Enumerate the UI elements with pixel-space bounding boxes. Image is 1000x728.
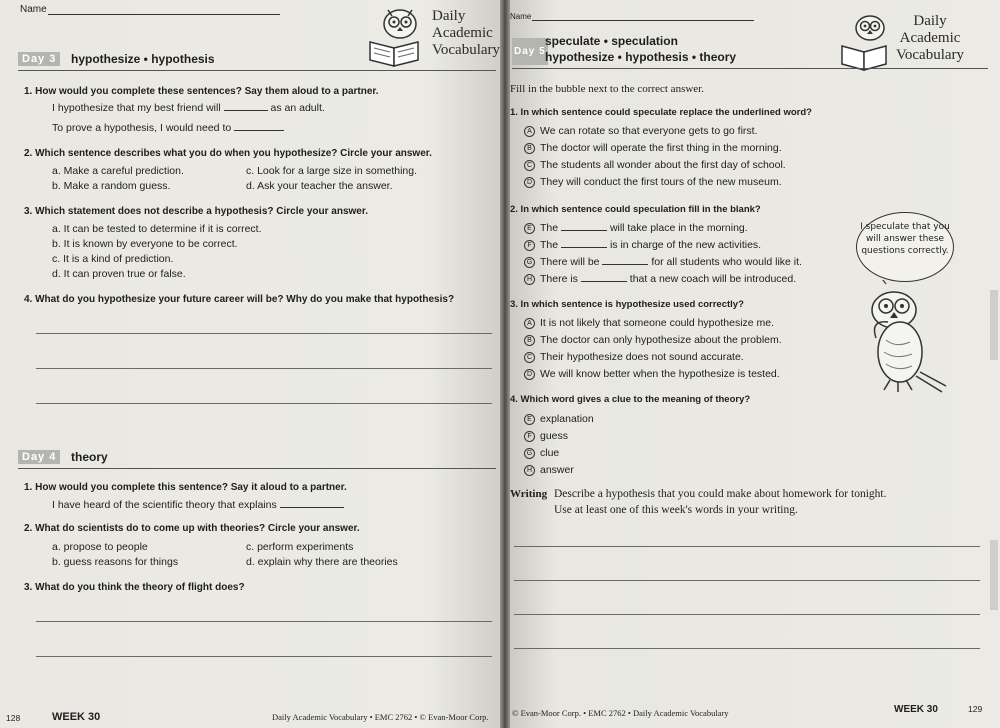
q3-option-c[interactable]: c. It is a kind of prediction. xyxy=(52,253,174,265)
answer-bubble[interactable]: E xyxy=(524,414,535,425)
q3-option-c[interactable] xyxy=(524,351,744,363)
day4-q1a-text: I have heard of the scientific theory that explains xyxy=(52,499,277,511)
q2-option-f-pre: The xyxy=(540,239,559,251)
name-label: Name xyxy=(20,4,47,15)
name-field[interactable] xyxy=(48,14,280,15)
q1a-suffix: as an adult. xyxy=(270,102,325,114)
q2-option-g-pre: There will be xyxy=(540,256,600,268)
answer-bubble[interactable]: B xyxy=(524,335,535,346)
day4-q2-option-b[interactable]: b. guess reasons for things xyxy=(52,556,179,568)
answer-blank xyxy=(561,247,607,248)
answer-bubble[interactable]: A xyxy=(524,318,535,329)
day4-q2-option-c[interactable]: c. perform experiments xyxy=(246,541,354,553)
answer-blank xyxy=(581,281,627,282)
day5-question-2: 2. In which sentence could speculation fill in the blank? xyxy=(510,204,761,215)
answer-bubble[interactable]: G xyxy=(524,257,535,268)
q3-option-b[interactable]: b. It is known by everyone to be correct. xyxy=(52,238,238,250)
q3-option-d[interactable] xyxy=(524,368,780,380)
day4-question-2: 2. What do scientists do to come up with theories? Circle your answer. xyxy=(24,523,360,534)
book-gutter xyxy=(500,0,510,728)
day5-title-line-1: speculate • speculation xyxy=(545,34,678,48)
page-number: 128 xyxy=(6,713,21,723)
q4-option-e[interactable] xyxy=(524,413,594,425)
owl-mascot-icon xyxy=(836,8,898,74)
section-divider xyxy=(18,70,496,71)
answer-line[interactable] xyxy=(36,333,492,334)
day4-q1-sentence xyxy=(52,499,344,511)
q3-option-a[interactable] xyxy=(524,317,774,329)
q2-option-c[interactable]: c. Look for a large size in something. xyxy=(246,165,418,177)
brand-line-1: Daily xyxy=(913,13,947,29)
q2-option-b[interactable]: b. Make a random guess. xyxy=(52,180,171,192)
q1-option-d[interactable] xyxy=(524,176,782,188)
day4-q2-option-a[interactable]: a. propose to people xyxy=(52,541,148,553)
writing-line[interactable] xyxy=(514,648,980,649)
writing-label: Writing xyxy=(510,488,548,500)
answer-bubble[interactable]: E xyxy=(524,223,535,234)
section-divider xyxy=(18,468,496,469)
q4-option-f-text: guess xyxy=(540,430,569,442)
week-label: WEEK 30 xyxy=(894,704,938,715)
page-edge-tab xyxy=(990,290,998,360)
day3-tag: Day 3 xyxy=(18,52,60,66)
q3-option-b-text: The doctor can only hypothesize about the problem. xyxy=(540,334,782,346)
q2-option-e-post: will take place in the morning. xyxy=(609,222,748,234)
q2-option-g-post: for all students who would like it. xyxy=(651,256,802,268)
day5-question-3: 3. In which sentence is hypothesize used correctly? xyxy=(510,299,744,310)
brand-line-3: Vocabulary xyxy=(896,47,965,63)
right-page xyxy=(506,0,1000,728)
q2-option-f-post: is in charge of the new activities. xyxy=(609,239,762,251)
day4-tag: Day 4 xyxy=(18,450,60,464)
q1-option-d-text: They will conduct the first tours of the new museum. xyxy=(540,176,782,188)
q2-option-h-pre: There is xyxy=(540,273,578,285)
q1a-prefix: I hypothesize that my best friend will xyxy=(52,102,221,114)
day3-question-4: 4. What do you hypothesize your future career will be? Why do you make that hypothesis? xyxy=(24,294,455,305)
week-label: WEEK 30 xyxy=(52,711,101,723)
answer-line[interactable] xyxy=(36,368,492,369)
q3-option-c-text: Their hypothesize does not sound accurate. xyxy=(540,351,744,363)
day3-question-1: 1. How would you complete these sentences? Say them aloud to a partner. xyxy=(24,86,379,97)
answer-line[interactable] xyxy=(36,656,492,657)
q2-option-d[interactable]: d. Ask your teacher the answer. xyxy=(246,180,393,192)
q1-option-b-text: The doctor will operate the first thing in the morning. xyxy=(540,142,782,154)
answer-bubble[interactable]: F xyxy=(524,431,535,442)
answer-bubble[interactable]: A xyxy=(524,126,535,137)
day3-question-3: 3. Which statement does not describe a hypothesis? Circle your answer. xyxy=(24,206,368,217)
brand-line-1: Daily xyxy=(432,8,466,24)
answer-line[interactable] xyxy=(36,621,492,622)
answer-bubble[interactable]: G xyxy=(524,448,535,459)
instructions: Fill in the bubble next to the correct answer. xyxy=(510,83,704,95)
writing-line[interactable] xyxy=(514,546,980,547)
day4-question-3: 3. What do you think the theory of flight does? xyxy=(24,582,245,593)
name-field[interactable] xyxy=(532,20,754,21)
answer-bubble[interactable]: C xyxy=(524,160,535,171)
q1b-blank[interactable] xyxy=(234,130,284,131)
q1-option-a-text: We can rotate so that everyone gets to go first. xyxy=(540,125,758,137)
q4-option-f[interactable] xyxy=(524,430,568,442)
brand-line-2: Academic xyxy=(432,25,493,41)
q1b-text: To prove a hypothesis, I would need to xyxy=(52,122,232,134)
owl-mascot-icon xyxy=(360,2,432,70)
answer-bubble[interactable]: H xyxy=(524,274,535,285)
answer-line[interactable] xyxy=(36,403,492,404)
brand-line-2: Academic xyxy=(899,30,961,46)
day3-q1-sentence-b xyxy=(52,122,284,134)
q2-option-g[interactable] xyxy=(524,256,802,268)
writing-prompt-line-1: Describe a hypothesis that you could make about homework for tonight. xyxy=(554,488,887,500)
writing-line[interactable] xyxy=(514,580,980,581)
q4-option-g[interactable] xyxy=(524,447,559,459)
q3-option-d-text: We will know better when the hypothesize is tested. xyxy=(540,368,780,380)
q2-option-f[interactable] xyxy=(524,239,761,251)
day4-title: theory xyxy=(71,450,108,464)
q1-option-a[interactable] xyxy=(524,125,758,137)
q1a-blank[interactable] xyxy=(224,110,268,111)
footer-credit: Daily Academic Vocabulary • EMC 2762 • © Evan-Moor Corp. xyxy=(272,712,489,722)
q4-option-e-text: explanation xyxy=(540,413,594,425)
page-edge-tab xyxy=(990,540,998,610)
answer-blank xyxy=(561,230,607,231)
q4-option-g-text: clue xyxy=(540,447,560,459)
brand-logo-text xyxy=(432,8,500,59)
day5-question-1: 1. In which sentence could speculate replace the underlined word? xyxy=(510,107,812,118)
q2-option-e[interactable] xyxy=(524,222,748,234)
day4-question-1: 1. How would you complete this sentence? Say it aloud to a partner. xyxy=(24,482,347,493)
q4-option-h-text: answer xyxy=(540,464,574,476)
footer-credit: © Evan-Moor Corp. • EMC 2762 • Daily Academic Vocabulary xyxy=(512,708,729,718)
day4-q1a-blank[interactable] xyxy=(280,507,344,508)
q2-option-e-pre: The xyxy=(540,222,559,234)
q2-option-h[interactable] xyxy=(524,273,796,285)
day3-title: hypothesize • hypothesis xyxy=(71,52,215,66)
day5-question-4: 4. Which word gives a clue to the meaning of theory? xyxy=(510,394,751,405)
answer-bubble[interactable]: F xyxy=(524,240,535,251)
day4-q2-option-d[interactable]: d. explain why there are theories xyxy=(246,556,398,568)
brand-line-3: Vocabulary xyxy=(432,42,501,58)
answer-blank xyxy=(602,264,648,265)
q3-option-d[interactable]: d. It can proven true or false. xyxy=(52,268,186,280)
q3-option-a[interactable]: a. It can be tested to determine if it is correct. xyxy=(52,223,262,235)
q2-option-a[interactable]: a. Make a careful prediction. xyxy=(52,165,184,177)
brand-logo-text xyxy=(896,13,964,64)
q3-option-a-text: It is not likely that someone could hypothesize me. xyxy=(540,317,775,329)
answer-bubble[interactable]: H xyxy=(524,465,535,476)
page-number: 129 xyxy=(968,704,983,714)
answer-bubble[interactable]: C xyxy=(524,352,535,363)
q1-option-c[interactable] xyxy=(524,159,786,171)
day3-question-2: 2. Which sentence describes what you do when you hypothesize? Circle your answer. xyxy=(24,148,432,159)
q4-option-h[interactable] xyxy=(524,464,574,476)
section-divider xyxy=(512,68,988,69)
speech-bubble: I speculate that you will answer these questions correctly. xyxy=(856,212,954,282)
answer-bubble[interactable]: B xyxy=(524,143,535,154)
answer-bubble[interactable]: D xyxy=(524,177,535,188)
q2-option-h-post: that a new coach will be introduced. xyxy=(629,273,797,285)
q3-option-b[interactable] xyxy=(524,334,782,346)
writing-line[interactable] xyxy=(514,614,980,615)
day5-tag: Day 5 xyxy=(512,38,548,65)
name-label: Name xyxy=(510,12,532,21)
q1-option-c-text: The students all wonder about the first day of school. xyxy=(540,159,786,171)
day5-title-line-2: hypothesize • hypothesis • theory xyxy=(545,50,737,64)
answer-bubble[interactable]: D xyxy=(524,369,535,380)
owl-character-icon xyxy=(846,280,966,400)
writing-prompt-line-2: Use at least one of this week's words in your writing. xyxy=(554,504,798,516)
q1-option-b[interactable] xyxy=(524,142,782,154)
day3-q1-sentence-a xyxy=(52,102,325,114)
